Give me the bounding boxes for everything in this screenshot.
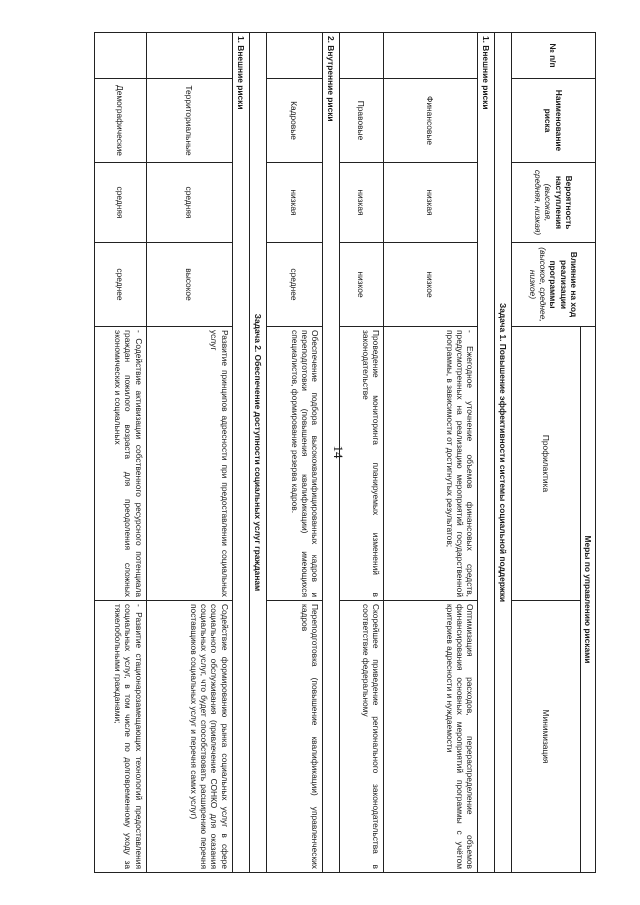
cell-minimization: Скорейшее приведение регионального законодательства в соответствие федеральному bbox=[339, 601, 383, 873]
table-row bbox=[146, 33, 232, 873]
cell-num bbox=[94, 33, 146, 79]
cell-num bbox=[266, 33, 322, 79]
risk-management-table bbox=[94, 32, 596, 873]
table-row bbox=[94, 33, 146, 873]
cell-prevention: - Содействие активизации собственного ресурсного потенциала граждан пожилого возраста для преодоления сложных экономических и социальных bbox=[94, 327, 146, 601]
cell-prevention: Развитие принципов адресности при предоставлении социальных услуг bbox=[146, 327, 232, 601]
cell-risk-name: Кадровые bbox=[266, 79, 322, 163]
task-row bbox=[249, 33, 266, 873]
header-probability-label: Вероятность наступления bbox=[553, 175, 574, 230]
cell-impact: среднее bbox=[266, 243, 322, 327]
header-row-1 bbox=[580, 33, 595, 873]
cell-prevention: Обеспечение подбора высококвалифицированных кадров и переподготовки (повышения квалификации) имеющихся специалистов, формирование резерва кадров. bbox=[266, 327, 322, 601]
task-2-title: Задача 2. Обеспечение доступности социальных услуг гражданам bbox=[249, 33, 266, 873]
cell-probability: средняя bbox=[94, 163, 146, 243]
table-row bbox=[383, 33, 477, 873]
cell-prevention: Проведение мониторинга планируемых изменений в законодательстве bbox=[339, 327, 383, 601]
section-row bbox=[477, 33, 494, 873]
cell-prevention: - Ежегодное уточнение объемов финансовых средств, предусмотренных на реализацию мероприятий государственной программы, в зависимости от достигнутых результатов; bbox=[383, 327, 477, 601]
section-row bbox=[322, 33, 339, 873]
cell-probability: низкая bbox=[383, 163, 477, 243]
header-prevention: Профилактика bbox=[511, 327, 580, 601]
cell-minimization: Переподготовка (повышение квалификации) управленческих кадров bbox=[266, 601, 322, 873]
cell-impact: низкое bbox=[383, 243, 477, 327]
header-name: Наименование риска bbox=[511, 79, 595, 163]
header-num: № п/п bbox=[511, 33, 595, 79]
cell-minimization: Оптимизация расходов, перераспределение объемов финансирования основных мероприятий программы с учётом критериев адресности и нуждаемости bbox=[383, 601, 477, 873]
table-row bbox=[339, 33, 383, 873]
cell-impact: низкое bbox=[339, 243, 383, 327]
header-impact-note: (высокое, среднее, низкое) bbox=[528, 247, 549, 322]
page-number: 14 bbox=[331, 445, 346, 459]
section-external-risks-1: 1. Внешние риски bbox=[477, 33, 494, 873]
header-measures: Меры по управлению рисками bbox=[580, 327, 595, 873]
cell-minimization: - Развитие стационарозамещающих технологий предоставления социальных услуг, в том числе по долговременному уходу за тяжелобольными гражданами; bbox=[94, 601, 146, 873]
header-probability bbox=[511, 163, 595, 243]
cell-probability: низкая bbox=[266, 163, 322, 243]
cell-num bbox=[146, 33, 232, 79]
cell-impact: среднее bbox=[94, 243, 146, 327]
cell-impact: высокое bbox=[146, 243, 232, 327]
header-impact bbox=[511, 243, 595, 327]
section-internal-risks: 2. Внутренние риски bbox=[322, 33, 339, 873]
cell-risk-name: Территориальные bbox=[146, 79, 232, 163]
cell-risk-name: Финансовые bbox=[383, 79, 477, 163]
task-1-title: Задача 1. Повышение эффективности системы социальной поддержки bbox=[494, 33, 511, 873]
table-row bbox=[266, 33, 322, 873]
cell-risk-name: Правовые bbox=[339, 79, 383, 163]
cell-risk-name: Демографические bbox=[94, 79, 146, 163]
header-impact-label: Влияние на ход реализации программы bbox=[548, 251, 579, 318]
header-probability-note: (высокая, средняя, низкая) bbox=[533, 169, 554, 236]
task-row bbox=[494, 33, 511, 873]
section-external-risks-2: 1. Внешние риски bbox=[232, 33, 249, 873]
cell-probability: низкая bbox=[339, 163, 383, 243]
cell-minimization: Содействие формированию рынка социальных услуг в сфере социального обслуживания (привлечение СОНКО для оказания социальных услуг, что будет способствовать расширению перечня поставщиков социальных услуг и перечня самих услуг) bbox=[146, 601, 232, 873]
header-minimization: Минимизация bbox=[511, 601, 580, 873]
section-row bbox=[232, 33, 249, 873]
cell-num bbox=[383, 33, 477, 79]
cell-num bbox=[339, 33, 383, 79]
cell-probability: средняя bbox=[146, 163, 232, 243]
rotated-page bbox=[113, 32, 596, 872]
